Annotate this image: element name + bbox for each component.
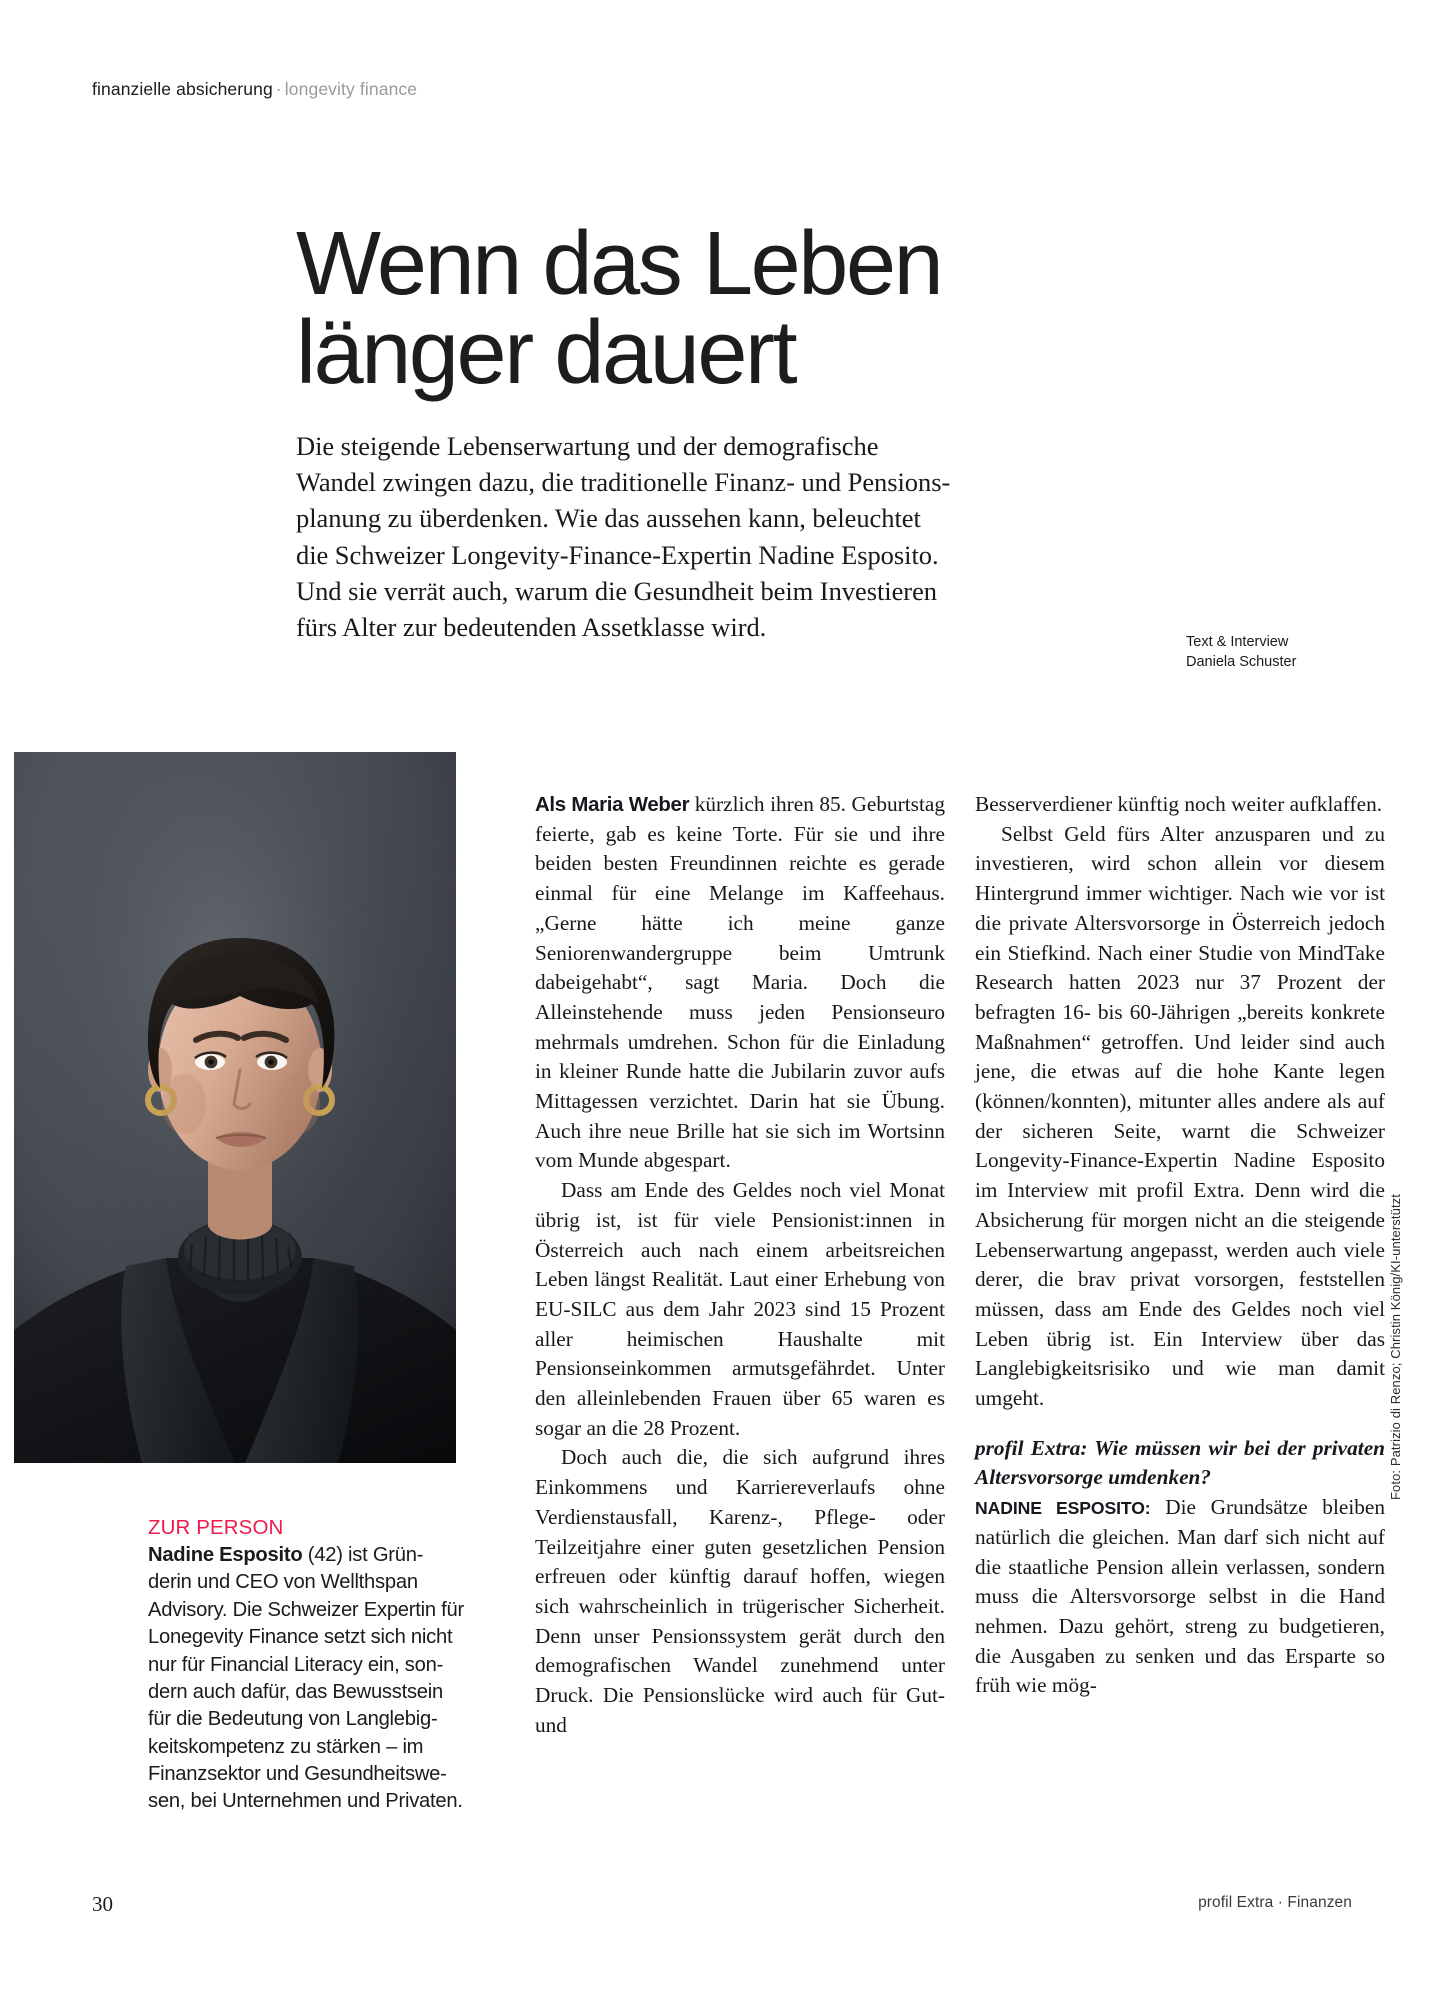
drop-lede: Als Maria Weber bbox=[535, 794, 690, 816]
lead-line-1: Die steigende Lebenserwartung und der demografische bbox=[296, 431, 879, 461]
kicker-separator: · bbox=[275, 79, 282, 99]
portrait-illustration bbox=[14, 752, 456, 1463]
kicker-main: finanzielle absicherung bbox=[92, 79, 273, 99]
lead-paragraph bbox=[296, 428, 1131, 645]
page-title bbox=[296, 214, 1056, 404]
caption-line-3: Advisory. Die Schweizer Expertin für bbox=[148, 1598, 464, 1621]
interview-question-text: profil Extra: Wie müssen wir bei der privaten Altersvorsorge umdenken? bbox=[975, 1435, 1385, 1490]
column2-para-1-text: kürzlich ihren 85. Geburtstag feierte, gab es keine Torte. Für sie und ihre beiden besten Freundinnen reichte es gerade einmal für eine Melange im Kaffeehaus. „Gerne hätte ich meine ganze Seniorenwandergruppe beim Umtrunk dabeigehabt“, sagt Maria. Doch die Alleinstehende muss jeden Pensionseuro mehrmals umdrehen. Schon für die Einladung in kleiner Runde hatte die Jubilarin zuvor aufs Mittagessen verzichtet. Darin hat sie Übung. Auch ihre neue Brille hat sie sich im Wortsinn vom Munde abgespart. bbox=[535, 792, 945, 1173]
column2-paragraph-3: Doch auch die, die sich aufgrund ihres Einkommens und Karriereverlaufs ohne Verdienstausfall, Karenz-, Pflege- oder Teilzeitjahre einer guten gesetzlichen Pension erfreuen oder künftig darauf hoffen, wiegen sich wahrscheinlich in trügerischer Sicherheit. Denn unser Pensionssystem gerät durch den demografischen Wandel zunehmend unter Druck. Die Pensionslücke wird auch für Gut- und bbox=[535, 1445, 945, 1737]
headline-line-2: länger dauert bbox=[296, 303, 796, 404]
caption-line-1 bbox=[148, 1542, 470, 1569]
caption-title: ZUR PERSON bbox=[148, 1516, 284, 1539]
kicker-sub: longevity finance bbox=[284, 79, 418, 99]
lead-line-2: Wandel zwingen dazu, die traditionelle Finanz- und Pensions- bbox=[296, 467, 951, 498]
body-column-2 bbox=[535, 790, 945, 1741]
caption-line-2: derin und CEO von Wellthspan bbox=[148, 1571, 418, 1594]
footer-publication: profil Extra · Finanzen bbox=[1198, 1894, 1352, 1911]
caption-line-10: sen, bei Unternehmen und Privaten. bbox=[148, 1790, 463, 1813]
byline-author: Daniela Schuster bbox=[1186, 653, 1297, 670]
portrait-photo bbox=[14, 752, 456, 1463]
interview-answer-text: Die Grundsätze bleiben natürlich die gleichen. Man darf sich nicht auf die staatliche Pension allein verlassen, sondern muss die Altersvorsorge selbst in die Hand nehmen. Dazu gehört, streng zu budgetieren, die Ausgaben zu senken und das Ersparte so früh wie mög- bbox=[975, 1495, 1385, 1698]
caption-line-8: keitskompetenz zu stärken – im bbox=[148, 1735, 424, 1758]
caption-line-9: Finanzsektor und Gesundheitswe- bbox=[148, 1763, 447, 1785]
headline-line-1: Wenn das Leben bbox=[296, 214, 942, 315]
caption-line-7: für die Bedeutung von Langlebig- bbox=[148, 1708, 438, 1731]
page-number: 30 bbox=[92, 1892, 113, 1916]
lead-line-5: Und sie verrät auch, warum die Gesundheit beim Investieren bbox=[296, 575, 937, 606]
column2-paragraph-2: Dass am Ende des Geldes noch viel Monat übrig ist, ist für viele Pensionist:innen in Österreich auch nach einem arbeitsreichen Leben längst Realität. Laut einer Erhebung von EU-SILC aus dem Jahr 2023 sind 15 Prozent aller heimischen Haushalte mit Pensionseinkommen armutsgefährdet. Unter den alleinlebenden Frauen über 65 waren es sogar an die 28 Prozent. bbox=[535, 1178, 945, 1440]
lead-line-6: fürs Alter zur bedeutenden Assetklasse wird. bbox=[296, 611, 767, 642]
interview-answer bbox=[975, 1493, 1385, 1701]
column3-paragraph-2: Selbst Geld fürs Alter anzusparen und zu investieren, wird schon allein vor diesem Hintergrund immer wichtiger. Nach wie vor ist die private Altersvorsorge in Österreich jedoch ein Stiefkind. Nach einer Studie von MindTake Research hatten 2023 nur 37 Prozent der befragten 16- bis 60-Jährigen „bereits konkrete Maßnahmen“ getroffen. Und leider sind auch jene, die etwas auf die hohe Kante legen (können/konnten), mitunter alles andere als auf der sicheren Seite, warnt die Schweizer Longevity-Finance-Expertin Nadine Esposito im Interview mit profil Extra. Denn wird die Absicherung für morgen nicht an die steigende Lebenserwartung angepasst, werden auch viele derer, die brav privat vorsorgen, feststellen müssen, dass am Ende des Geldes noch viel Leben übrig ist. Ein Interview über das Langlebigkeitsrisiko und wie man damit umgeht. bbox=[975, 821, 1385, 1411]
caption-line-6: dern auch dafür, das Bewusstsein bbox=[148, 1680, 443, 1703]
section-kicker bbox=[92, 79, 417, 100]
lead-line-3: planung zu überdenken. Wie das aussehen kann, beleuchtet bbox=[296, 503, 921, 534]
lead-line-4: die Schweizer Longevity-Finance-Expertin Nadine Esposito. bbox=[296, 539, 939, 570]
person-name: Nadine Esposito bbox=[148, 1544, 303, 1566]
column2-paragraph-1 bbox=[535, 790, 945, 1176]
caption-line-4: Lonegevity Finance setzt sich nicht bbox=[148, 1626, 453, 1649]
column3-paragraph-1: Besserverdiener künftig noch weiter aufklaffen. bbox=[975, 792, 1383, 816]
photo-credit: Foto: Patrizio di Renzo; Christin König/KI-unterstützt bbox=[1388, 1194, 1403, 1500]
byline bbox=[1186, 633, 1336, 672]
interview-speaker: NADINE ESPOSITO: bbox=[975, 1498, 1151, 1519]
body-column-3 bbox=[975, 790, 1385, 1701]
byline-role: Text & Interview bbox=[1186, 634, 1289, 650]
caption-line-1-rest: (42) ist Grün- bbox=[302, 1544, 424, 1566]
caption-body bbox=[148, 1542, 470, 1816]
caption-line-5: nur für Financial Literacy ein, son- bbox=[148, 1653, 444, 1676]
zur-person-box bbox=[148, 1516, 470, 1816]
interview-question bbox=[975, 1434, 1385, 1493]
